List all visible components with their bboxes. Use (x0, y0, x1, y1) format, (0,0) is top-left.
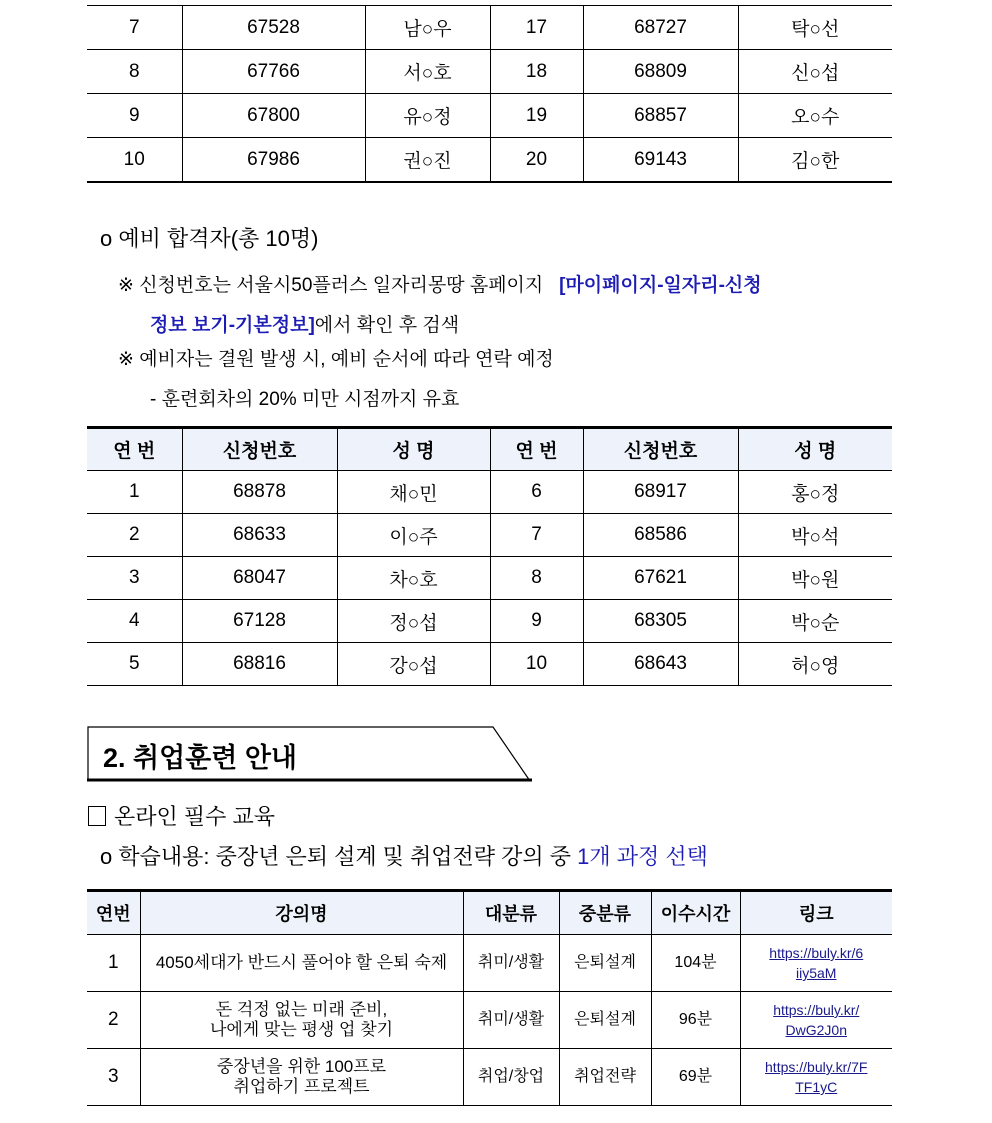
learning-highlight: 1개 과정 선택 (577, 844, 708, 869)
column-header: 이수시간 (651, 891, 740, 935)
course-title-line2: 나에게 맞는 평생 업 찾기 (209, 1020, 394, 1039)
cell-app1: 67766 (182, 50, 365, 94)
cell-name2: 김○한 (738, 138, 892, 183)
cell-app1: 67128 (182, 600, 337, 643)
cell-no1: 8 (87, 50, 182, 94)
cell-no1: 10 (87, 138, 182, 183)
cell-no1: 2 (87, 514, 182, 557)
course-row (87, 1049, 892, 1106)
column-header: 성 명 (337, 428, 490, 471)
cell-no1: 4 (87, 600, 182, 643)
column-header: 중분류 (559, 891, 651, 935)
note1-link-line2: 정보 보기-기본정보] (150, 315, 315, 336)
cell-no2: 6 (490, 471, 583, 514)
column-header: 연 번 (87, 428, 182, 471)
reserve-note-1 (118, 266, 918, 346)
course-number: 3 (87, 1049, 140, 1106)
column-header: 연번 (87, 891, 140, 935)
cell-app1: 68878 (182, 471, 337, 514)
course-row (87, 935, 892, 992)
section-title-box (87, 726, 532, 780)
cell-name2: 박○석 (738, 514, 892, 557)
cell-name2: 탁○선 (738, 6, 892, 50)
course-link-cell (740, 1049, 892, 1106)
cell-app1: 68816 (182, 643, 337, 686)
cell-no2: 17 (490, 6, 583, 50)
cell-app2: 68857 (583, 94, 738, 138)
cell-name2: 오○수 (738, 94, 892, 138)
course-major-category: 취미/생활 (463, 935, 559, 992)
cell-app2: 69143 (583, 138, 738, 183)
cell-no1: 7 (87, 6, 182, 50)
course-title-line1: 중장년을 위한 100프로 (216, 1057, 387, 1076)
course-title (140, 992, 463, 1049)
cell-app2: 68727 (583, 6, 738, 50)
cell-name1: 채○민 (337, 471, 490, 514)
cell-no1: 1 (87, 471, 182, 514)
cell-name2: 홍○정 (738, 471, 892, 514)
column-header: 링크 (740, 891, 892, 935)
cell-app1: 67986 (182, 138, 365, 183)
cell-app2: 68305 (583, 600, 738, 643)
cell-name1: 유○정 (365, 94, 490, 138)
cell-name1: 이○주 (337, 514, 490, 557)
table-row (87, 94, 892, 138)
table-row (87, 138, 892, 183)
course-hours: 69분 (651, 1049, 740, 1106)
reserve-heading: o 예비 합격자(총 10명) (100, 226, 319, 251)
section-title: 2. 취업훈련 안내 (103, 743, 298, 773)
cell-app1: 67800 (182, 94, 365, 138)
cell-name1: 권○진 (365, 138, 490, 183)
course-link-cell (740, 992, 892, 1049)
cell-name1: 서○호 (365, 50, 490, 94)
course-table (87, 889, 892, 1106)
column-header: 대분류 (463, 891, 559, 935)
cell-no1: 9 (87, 94, 182, 138)
course-title-line1: 4050세대가 반드시 풀어야 할 은퇴 숙제 (155, 953, 448, 972)
reserve-table (87, 426, 892, 686)
cell-no2: 19 (490, 94, 583, 138)
course-link-cell (740, 935, 892, 992)
course-link-line1: https://buly.kr/ (773, 1002, 860, 1018)
online-education-label: 온라인 필수 교육 (114, 804, 275, 829)
course-link[interactable] (765, 1059, 867, 1095)
cell-no2: 7 (490, 514, 583, 557)
cell-app2: 68917 (583, 471, 738, 514)
course-title (140, 935, 463, 992)
table-row (87, 557, 892, 600)
cell-app1: 67528 (182, 6, 365, 50)
cell-app2: 68643 (583, 643, 738, 686)
cell-name1: 남○우 (365, 6, 490, 50)
course-title-line2: 취업하기 프로젝트 (233, 1077, 370, 1096)
reserve-note-2: ※ 예비자는 결원 발생 시, 예비 순서에 따라 연락 예정 (118, 349, 554, 370)
learning-content (100, 840, 708, 871)
cell-name1: 정○섭 (337, 600, 490, 643)
column-header: 강의명 (140, 891, 463, 935)
reserve-note-3: - 훈련회차의 20% 미만 시점까지 유효 (150, 389, 460, 410)
note1-prefix: ※ 신청번호는 서울시50플러스 일자리몽땅 홈페이지 (118, 275, 544, 296)
course-major-category: 취미/생활 (463, 992, 559, 1049)
cell-app2: 68809 (583, 50, 738, 94)
cell-no2: 18 (490, 50, 583, 94)
applicant-table-continued (87, 5, 892, 183)
table-row (87, 643, 892, 686)
note1-suffix: 에서 확인 후 검색 (314, 315, 460, 336)
learning-prefix: o 학습내용: 중장년 은퇴 설계 및 취업전략 강의 중 (100, 844, 572, 869)
course-number: 1 (87, 935, 140, 992)
cell-no2: 8 (490, 557, 583, 600)
course-hours: 96분 (651, 992, 740, 1049)
course-minor-category: 은퇴설계 (559, 992, 651, 1049)
cell-no2: 20 (490, 138, 583, 183)
column-header: 성 명 (738, 428, 892, 471)
course-major-category: 취업/창업 (463, 1049, 559, 1106)
online-education-heading (88, 800, 275, 831)
course-link-line2: iiy5aM (796, 965, 837, 981)
course-title-line1: 돈 걱정 없는 미래 준비, (215, 1000, 388, 1019)
cell-name2: 박○원 (738, 557, 892, 600)
column-header: 연 번 (490, 428, 583, 471)
course-link-line1: https://buly.kr/7F (765, 1059, 868, 1075)
course-link-line1: https://buly.kr/6 (769, 945, 864, 961)
course-hours: 104분 (651, 935, 740, 992)
cell-app2: 68586 (583, 514, 738, 557)
cell-name1: 차○호 (337, 557, 490, 600)
course-link-line2: DwG2J0n (785, 1022, 847, 1038)
table-row (87, 600, 892, 643)
course-minor-category: 취업전략 (559, 1049, 651, 1106)
course-minor-category: 은퇴설계 (559, 935, 651, 992)
course-link[interactable] (773, 1002, 859, 1038)
cell-no2: 10 (490, 643, 583, 686)
column-header: 신청번호 (182, 428, 337, 471)
course-row (87, 992, 892, 1049)
course-number: 2 (87, 992, 140, 1049)
course-title (140, 1049, 463, 1106)
table-row (87, 50, 892, 94)
table-row (87, 471, 892, 514)
cell-name2: 박○순 (738, 600, 892, 643)
cell-name2: 허○영 (738, 643, 892, 686)
course-link[interactable] (769, 945, 863, 981)
cell-name2: 신○섭 (738, 50, 892, 94)
cell-no1: 5 (87, 643, 182, 686)
cell-app2: 67621 (583, 557, 738, 600)
table-row (87, 514, 892, 557)
column-header: 신청번호 (583, 428, 738, 471)
cell-app1: 68047 (182, 557, 337, 600)
cell-no1: 3 (87, 557, 182, 600)
cell-name1: 강○섭 (337, 643, 490, 686)
cell-no2: 9 (490, 600, 583, 643)
course-link-line2: TF1yC (795, 1079, 838, 1095)
note1-link-line1: [마이페이지-일자리-신청 (559, 275, 762, 296)
cell-app1: 68633 (182, 514, 337, 557)
table-row (87, 6, 892, 50)
checkbox-icon (88, 806, 106, 826)
